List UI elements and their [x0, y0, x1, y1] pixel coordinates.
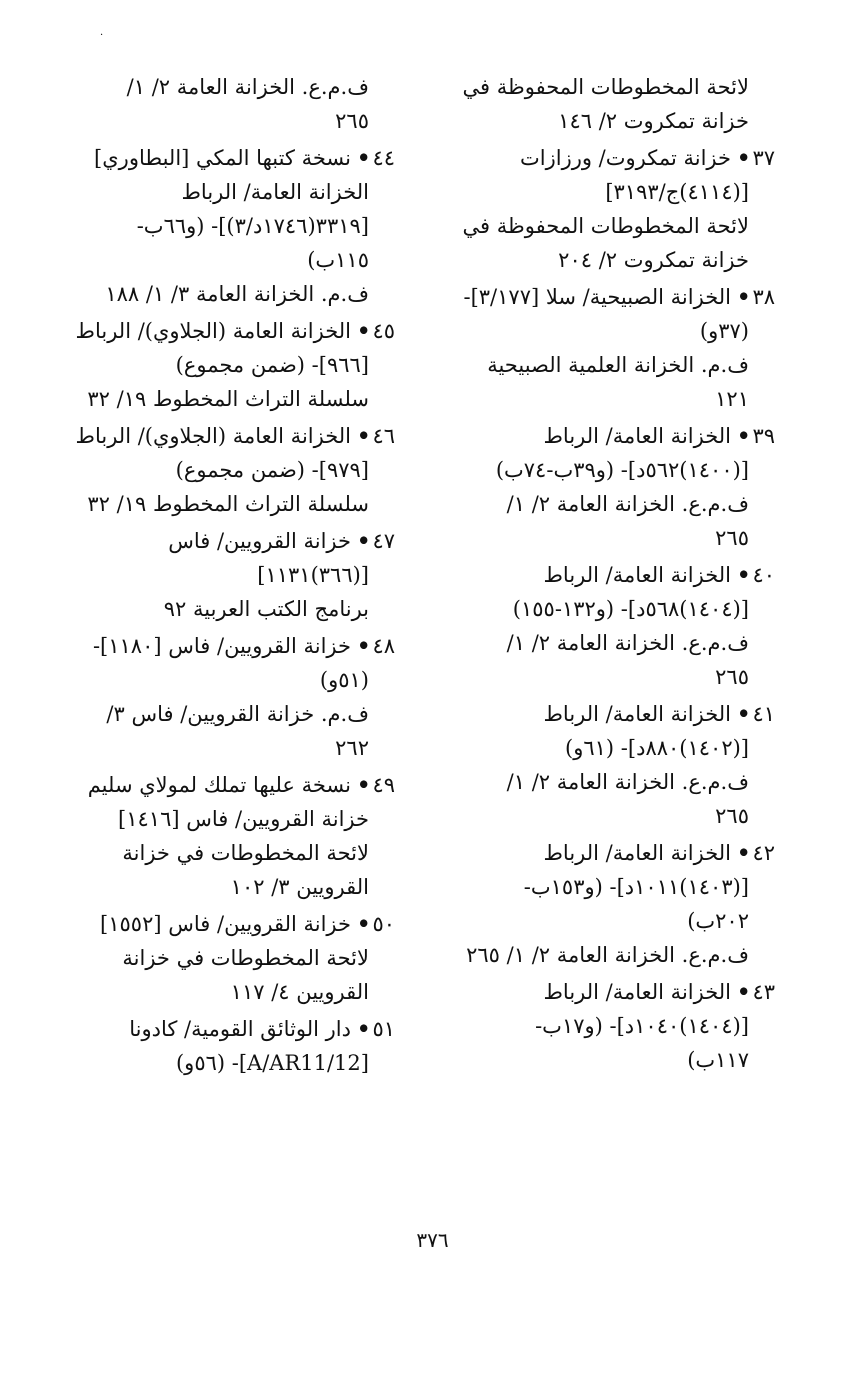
entry-line: ٢٦٢	[335, 736, 369, 760]
entry-number: ٤٧	[372, 529, 395, 553]
entry-heading	[435, 141, 775, 175]
entry-heading	[55, 314, 395, 348]
entry-heading	[55, 524, 395, 558]
bullet-icon: •	[357, 633, 371, 658]
catalog-entry	[55, 70, 395, 138]
catalog-entry	[55, 314, 395, 416]
entry-line: [(٣٦٦)١١٣١]	[257, 563, 369, 587]
entry-heading	[55, 768, 395, 802]
entry-line: ٢٦٥	[335, 109, 369, 133]
entry-number: ٣٩	[752, 424, 775, 448]
entry-number: ٤٠	[752, 563, 775, 587]
catalog-entry	[435, 975, 775, 1077]
entry-line: ٢٦٥	[715, 804, 749, 828]
entry-text: الخزانة العامة (الجلاوي)/ الرباط	[75, 424, 351, 448]
entry-number: ٣٧	[752, 146, 775, 170]
bullet-icon: •	[737, 979, 751, 1004]
entry-text: الخزانة العامة/ الرباط	[543, 702, 731, 726]
bullet-icon: •	[737, 284, 751, 309]
catalog-entry	[55, 629, 395, 765]
catalog-entry	[55, 1012, 395, 1080]
entry-line: [٩٦٦]- (ضمن مجموع)	[175, 353, 369, 377]
entry-line: الخزانة العامة/ الرباط	[181, 180, 369, 204]
catalog-entry	[435, 836, 775, 972]
entry-text: الخزانة العامة/ الرباط	[543, 841, 731, 865]
bullet-icon: •	[357, 911, 371, 936]
bullet-icon: •	[737, 840, 751, 865]
entry-number: ٣٨	[752, 285, 775, 309]
entry-line: (٥١و)	[319, 668, 369, 692]
entry-heading	[55, 141, 395, 175]
bullet-icon: •	[357, 528, 371, 553]
entry-line: ف.م. الخزانة العلمية الصبيحية	[487, 353, 749, 377]
entry-line: (٣٧و)	[699, 319, 749, 343]
entry-line: خزانة تمكروت ٢/ ٢٠٤	[558, 248, 749, 272]
entry-line: خزانة القرويين/ فاس [١٤١٦]	[118, 807, 369, 831]
entry-text: الخزانة العامة (الجلاوي)/ الرباط	[75, 319, 351, 343]
bullet-icon: •	[357, 772, 371, 797]
entry-heading	[55, 419, 395, 453]
entry-line: [(٤١١٤)ج/٣١٩٣]	[605, 180, 749, 204]
entry-number: ٤٨	[372, 634, 395, 658]
entry-line: خزانة تمكروت ٢/ ١٤٦	[558, 109, 749, 133]
catalog-entry	[435, 280, 775, 416]
entry-number: ٤٤	[372, 146, 395, 170]
entry-heading	[435, 419, 775, 453]
entry-line: [٣٣١٩(١٧٤٦د/٣)]- (و٦٦ب-	[136, 214, 369, 238]
catalog-entry	[55, 907, 395, 1009]
entry-text: خزانة القرويين/ فاس	[168, 529, 351, 553]
entry-text: الخزانة الصبيحية/ سلا [٣/١٧٧]-	[463, 285, 731, 309]
catalog-entry	[435, 419, 775, 555]
left-column	[55, 70, 395, 1083]
catalog-entry	[55, 141, 395, 311]
bullet-icon: •	[357, 423, 371, 448]
bullet-icon: •	[737, 701, 751, 726]
entry-heading	[435, 697, 775, 731]
bullet-icon: •	[737, 423, 751, 448]
entry-line: [(١٤٠٠)٥٦٢د]- (و٣٩ب-٧٤ب)	[495, 458, 749, 482]
bullet-icon: •	[737, 145, 751, 170]
entry-line: لائحة المخطوطات المحفوظة في	[462, 75, 749, 99]
catalog-entry	[435, 141, 775, 277]
entry-line: [(١٤٠٣)١٠١١د]- (و١٥٣ب-	[523, 875, 749, 899]
entry-line: ٢٠٢ب)	[687, 909, 749, 933]
entry-text: نسخة كتبها المكي [البطاوري]	[94, 146, 351, 170]
catalog-entry	[435, 70, 775, 138]
entry-line: برنامج الكتب العربية ٩٢	[163, 597, 369, 621]
entry-line: القرويين ٣/ ١٠٢	[230, 875, 369, 899]
entry-text: خزانة القرويين/ فاس [١١٨٠]-	[92, 634, 351, 658]
catalog-entry	[55, 524, 395, 626]
entry-heading	[435, 558, 775, 592]
entry-heading	[435, 836, 775, 870]
entry-text: الخزانة العامة/ الرباط	[543, 424, 731, 448]
entry-line: سلسلة التراث المخطوط ١٩/ ٣٢	[87, 387, 369, 411]
entry-line: ٢٦٥	[715, 526, 749, 550]
entry-line: ف.م.ع. الخزانة العامة ٢/ ١/	[506, 492, 749, 516]
entry-heading	[55, 907, 395, 941]
right-column	[435, 70, 775, 1080]
entry-line: ف.م.ع. الخزانة العامة ٢/ ١/	[506, 770, 749, 794]
entry-number: ٥٠	[372, 912, 395, 936]
entry-line: [(١٤٠٤)١٠٤٠د]- (و١٧ب-	[535, 1014, 749, 1038]
entry-line: ١٢١	[715, 387, 749, 411]
entry-line: ف.م.ع. الخزانة العامة ٢/ ١/ ٢٦٥	[466, 943, 749, 967]
entry-line: سلسلة التراث المخطوط ١٩/ ٣٢	[87, 492, 369, 516]
entry-line: ف.م. خزانة القرويين/ فاس ٣/	[106, 702, 369, 726]
entry-heading	[435, 975, 775, 1009]
bullet-icon: •	[357, 318, 371, 343]
entry-line: ف.م.ع. الخزانة العامة ٢/ ١/	[506, 631, 749, 655]
entry-heading	[55, 629, 395, 663]
entry-text: دار الوثائق القومية/ كادونا	[129, 1017, 351, 1041]
entry-line: ٢٦٥	[715, 665, 749, 689]
entry-text: خزانة القرويين/ فاس [١٥٥٢]	[100, 912, 351, 936]
entry-heading	[55, 1012, 395, 1046]
entry-line: ف.م.ع. الخزانة العامة ٢/ ١/	[126, 75, 369, 99]
entry-number: ٤١	[752, 702, 775, 726]
entry-line: [A/AR11/12]- (٥٦و)	[175, 1051, 369, 1075]
entry-line: لائحة المخطوطات في خزانة	[122, 946, 369, 970]
bullet-icon: •	[357, 145, 371, 170]
entry-number: ٤٩	[372, 773, 395, 797]
entry-text: نسخة عليها تملك لمولاي سليم	[87, 773, 351, 797]
entry-line: [٩٧٩]- (ضمن مجموع)	[175, 458, 369, 482]
page-number: ٣٧٦	[416, 1228, 449, 1252]
entry-text: الخزانة العامة/ الرباط	[543, 563, 731, 587]
entry-line: [(١٤٠٤)٥٦٨د]- (و١٣٢-١٥٥)	[512, 597, 749, 621]
entry-number: ٤٦	[372, 424, 395, 448]
entry-line: ١١٧ب)	[687, 1048, 749, 1072]
page-speck: ·	[100, 30, 104, 41]
entry-line: ف.م. الخزانة العامة ٣/ ١/ ١٨٨	[105, 282, 369, 306]
entry-number: ٤٣	[752, 980, 775, 1004]
entry-line: القرويين ٤/ ١١٧	[230, 980, 369, 1004]
catalog-entry	[55, 419, 395, 521]
entry-heading	[435, 280, 775, 314]
entry-number: ٤٥	[372, 319, 395, 343]
catalog-entry	[435, 558, 775, 694]
bullet-icon: •	[737, 562, 751, 587]
catalog-entry	[55, 768, 395, 904]
entry-line: لائحة المخطوطات المحفوظة في	[462, 214, 749, 238]
catalog-entry	[435, 697, 775, 833]
entry-line: [(١٤٠٢)٨٨٠د]- (٦١و)	[565, 736, 749, 760]
entry-number: ٤٢	[752, 841, 775, 865]
entry-number: ٥١	[372, 1017, 395, 1041]
entry-line: ١١٥ب)	[307, 248, 369, 272]
entry-text: خزانة تمكروت/ ورزازات	[519, 146, 731, 170]
bullet-icon: •	[357, 1016, 371, 1041]
entry-line: لائحة المخطوطات في خزانة	[122, 841, 369, 865]
entry-text: الخزانة العامة/ الرباط	[543, 980, 731, 1004]
